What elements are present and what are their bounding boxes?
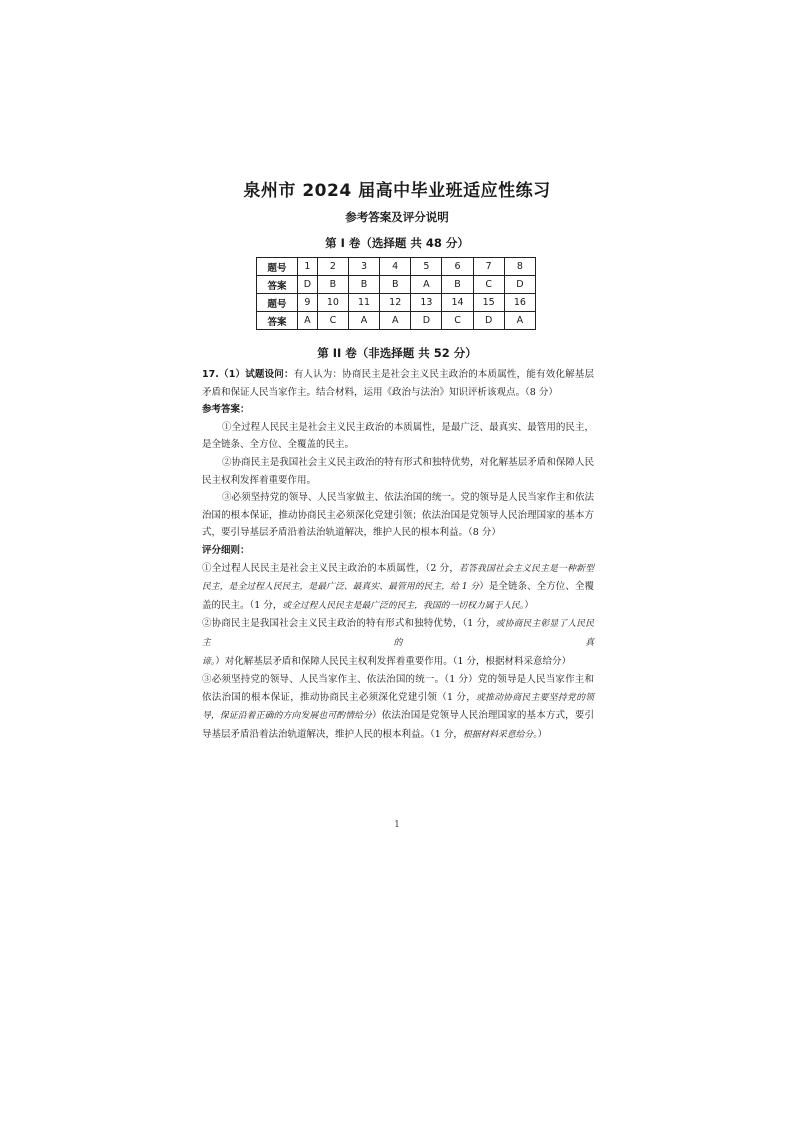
table-cell: 15 <box>473 294 504 312</box>
table-cell: 8 <box>504 258 535 276</box>
grading-note: 若答我国社会主义民主是一种新型民主，是全过程人民民主，是最广泛、最真实、最管用的民主，给 1 分 <box>202 563 594 593</box>
question-17-body <box>202 366 594 744</box>
table-cell: 11 <box>348 294 379 312</box>
answer-table <box>256 257 536 330</box>
table-cell: 10 <box>317 294 348 312</box>
table-cell: D <box>504 276 535 294</box>
grading-text: ）对化解基层矛盾和保障人民民主权利发挥着重要作用。（1 分，根据材料采意给分） <box>215 655 572 667</box>
table-cell: 5 <box>411 258 442 276</box>
table-row <box>257 258 536 276</box>
table-cell: A <box>348 312 379 330</box>
table-cell: 16 <box>504 294 535 312</box>
table-row <box>257 276 536 294</box>
table-cell: A <box>411 276 442 294</box>
table-cell: B <box>380 276 411 294</box>
table-cell: 14 <box>442 294 473 312</box>
table-cell: A <box>298 312 318 330</box>
row-label: 题号 <box>257 294 298 312</box>
grading-note: 或协商民主彰显了人民民主的真谛。 <box>202 619 594 667</box>
table-cell: 6 <box>442 258 473 276</box>
grading-text: ） <box>537 728 548 740</box>
reference-point-2: ②协商民主是我国社会主义民主政治的特有形式和独特优势，对化解基层矛盾和保障人民民主权利发挥着重要作用。 <box>202 456 594 486</box>
row-label: 题号 <box>257 258 298 276</box>
section1-title: 第 I 卷（选择题 共 48 分） <box>325 236 469 250</box>
table-cell: C <box>317 312 348 330</box>
table-cell: D <box>473 312 504 330</box>
table-cell: 13 <box>411 294 442 312</box>
table-cell: B <box>348 276 379 294</box>
table-cell: 9 <box>298 294 318 312</box>
table-cell: D <box>411 312 442 330</box>
table-cell: 2 <box>317 258 348 276</box>
grading-point-3 <box>202 671 594 744</box>
section2-title: 第 II 卷（非选择题 共 52 分） <box>317 346 477 360</box>
grading-heading: 评分细则： <box>202 544 250 556</box>
grading-text: ）依法治国是党领导人民治理国家的基本方式，要引导基层矛盾沿着法治轨道解决，维护人民的根本利益。（1 分， <box>202 710 594 740</box>
question-lead: 17.（1）试题设问： <box>202 369 294 380</box>
question-text: 有人认为：协商民主是社会主义民主政治的本质属性，能有效化解基层矛盾和保证人民当家作主。结合材料，运用《政治与法治》知识评析该观点。（8 分） <box>202 369 594 398</box>
table-cell: B <box>442 276 473 294</box>
grading-note: 或推动协商民主要坚持党的领导，保证沿着正确的方向发展也可酌情给分 <box>202 692 594 722</box>
question-prompt <box>202 366 594 401</box>
table-cell: 1 <box>298 258 318 276</box>
grading-text: ） <box>524 599 534 611</box>
grading-text: ③必须坚持党的领导、人民当家作主、依法治国的统一。（1 分）党的领导是人民当家作主和依法治国的根本保证，推动协商民主必须深化党建引领（1 分， <box>202 674 594 703</box>
reference-point-3: ③必须坚持党的领导、人民当家做主、依法治国的统一。党的领导是人民当家作主和依法治国的根本保证，推动协商民主必须深化党建引领；依法治国是党领导人民治理国家的基本方式，要引导基层矛盾沿着法治轨道解决，维护人民的根本利益。（8 分） <box>202 492 594 539</box>
table-cell: C <box>473 276 504 294</box>
grading-note: 根据材料采意给分。 <box>462 729 538 740</box>
reference-heading: 参考答案： <box>202 404 250 416</box>
grading-text: ②协商民主是我国社会主义民主政治的特有形式和独特优势，（1 分， <box>202 618 496 630</box>
table-cell: B <box>317 276 348 294</box>
row-label: 答案 <box>257 312 298 330</box>
table-cell: 3 <box>348 258 379 276</box>
document-subtitle: 参考答案及评分说明 <box>345 210 449 224</box>
table-cell: D <box>298 276 318 294</box>
document-title: 泉州市 2024 届高中毕业班适应性练习 <box>243 181 551 201</box>
reference-point-1: ①全过程人民民主是社会主义民主政治的本质属性，是最广泛、最真实、最管用的民主，是全链条、全方位、全覆盖的民主。 <box>202 421 594 451</box>
grading-text: ①全过程人民民主是社会主义民主政治的本质属性，（2 分， <box>202 562 460 574</box>
grading-note: 或全过程人民民主是最广泛的民主，我国的一切权力属于人民。 <box>282 600 525 611</box>
grading-text: ）是全链条、全方位、全覆盖的民主。（1 分， <box>202 581 594 611</box>
table-cell: 4 <box>380 258 411 276</box>
grading-point-2 <box>202 615 594 671</box>
table-cell: 7 <box>473 258 504 276</box>
table-row <box>257 312 536 330</box>
table-cell: C <box>442 312 473 330</box>
table-cell: 12 <box>380 294 411 312</box>
page-number: 1 <box>394 820 400 830</box>
row-label: 答案 <box>257 276 298 294</box>
table-cell: A <box>380 312 411 330</box>
grading-point-1 <box>202 560 594 616</box>
table-row <box>257 294 536 312</box>
table-cell: A <box>504 312 535 330</box>
